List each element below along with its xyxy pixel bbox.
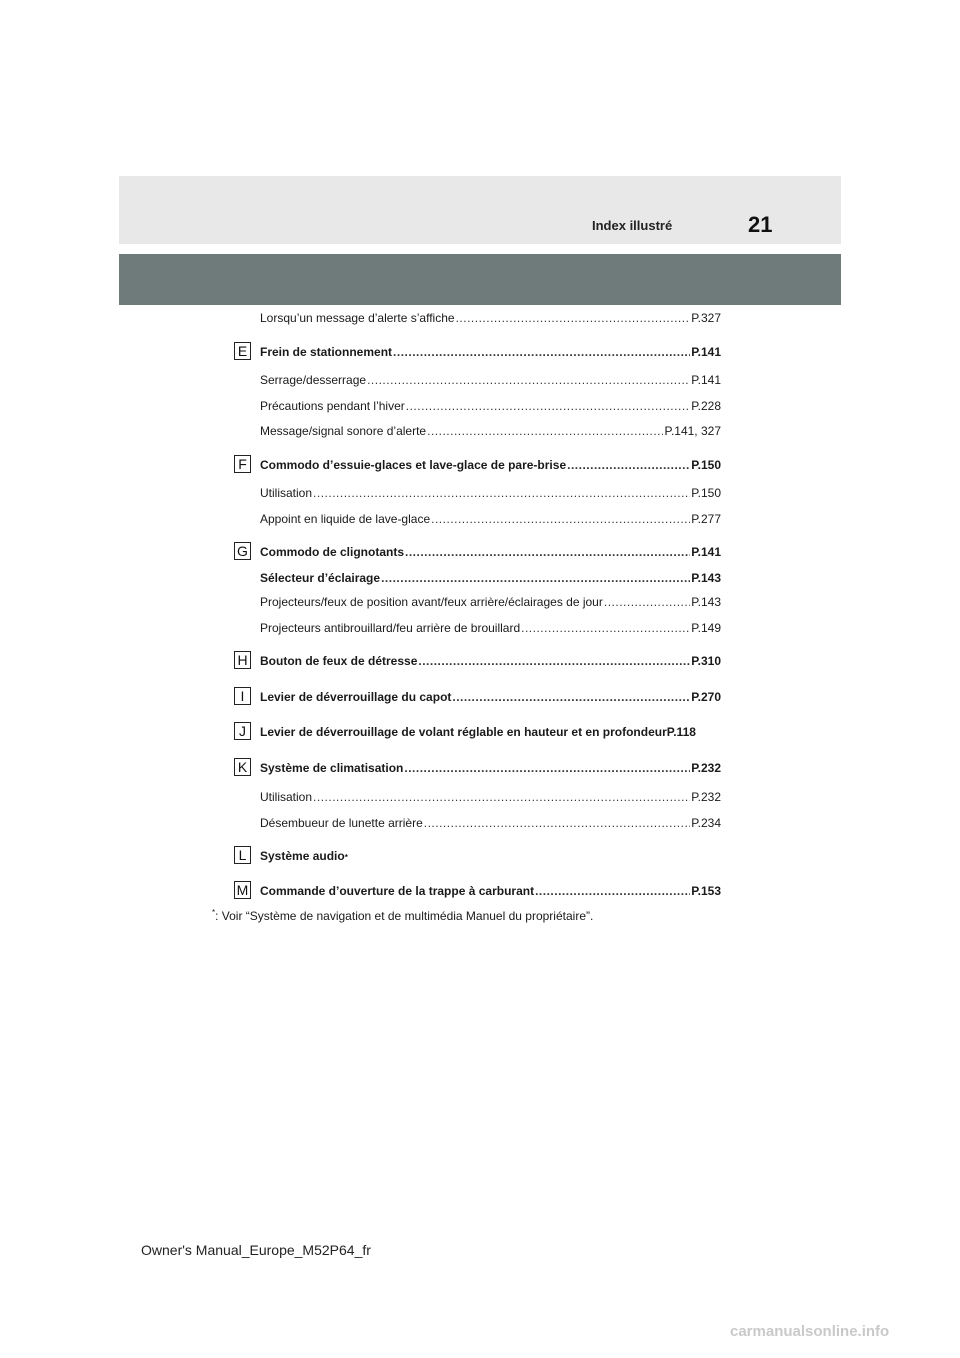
entry-label: Projecteurs antibrouillard/feu arrière de brouillard: [260, 621, 521, 635]
leader-dots: [535, 883, 690, 899]
leader-dots: [367, 372, 690, 388]
entry-page-ref[interactable]: P.118: [666, 725, 696, 739]
entry-label: Message/signal sonore d’alerte: [260, 424, 427, 438]
index-entry: [260, 423, 721, 439]
watermark: carmanualsonline.info: [730, 1323, 890, 1340]
leader-dots: [418, 653, 690, 669]
entry-label: Utilisation: [260, 790, 313, 804]
entry-label: Système audio: [260, 849, 345, 863]
index-entry: [260, 594, 721, 610]
section-letter-f: F: [234, 455, 251, 473]
entry-page-ref[interactable]: P.141: [691, 545, 721, 559]
entry-page-ref[interactable]: P.327: [691, 311, 721, 325]
index-entry: [260, 511, 721, 527]
entry-label: Commodo de clignotants: [260, 545, 404, 559]
index-entry: [260, 398, 721, 414]
entry-page-ref[interactable]: P.141, 327: [664, 424, 721, 438]
index-entry: [260, 789, 721, 805]
leader-dots: [567, 457, 690, 473]
index-entry: [260, 760, 721, 776]
footer-label: Owner's Manual_Europe_M52P64_fr: [141, 1242, 371, 1258]
leader-dots: [393, 344, 690, 360]
index-entry: [260, 485, 721, 501]
leader-dots: [404, 760, 690, 776]
index-entry: [260, 457, 721, 473]
entry-page-ref[interactable]: P.232: [691, 790, 721, 804]
page-number: 21: [748, 212, 773, 237]
index-entry: Système audio *: [260, 849, 348, 863]
index-entry: [260, 544, 721, 560]
entry-label: Utilisation: [260, 486, 313, 500]
entry-page-ref[interactable]: P.310: [691, 654, 721, 668]
leader-dots: [381, 570, 690, 586]
leader-dots: [456, 310, 691, 326]
section-letter-g: G: [234, 542, 251, 560]
index-entry: [260, 815, 721, 831]
section-letter-k: K: [234, 758, 251, 776]
entry-label: Désembueur de lunette arrière: [260, 816, 423, 830]
footnote: [212, 908, 593, 923]
entry-label: Précautions pendant l’hiver: [260, 399, 405, 413]
index-entry: [260, 620, 721, 636]
leader-dots: [604, 594, 690, 610]
entry-page-ref[interactable]: P.234: [691, 816, 721, 830]
index-entry: [260, 883, 721, 899]
section-title: Index illustré: [592, 218, 673, 233]
entry-page-ref[interactable]: P.153: [691, 884, 721, 898]
entry-label: Levier de déverrouillage du capot: [260, 690, 452, 704]
entry-label: Levier de déverrouillage de volant réglable en hauteur et en profondeur: [260, 725, 667, 739]
entry-page-ref[interactable]: P.143: [691, 571, 721, 585]
footnote-text: : Voir “Système de navigation et de multimédia Manuel du propriétaire”.: [215, 909, 594, 923]
entry-page-ref[interactable]: P.143: [691, 595, 721, 609]
section-letter-j: J: [234, 722, 251, 740]
leader-dots: [452, 689, 690, 705]
index-entry: [260, 570, 721, 586]
leader-dots: [313, 789, 690, 805]
leader-dots: [521, 620, 690, 636]
index-entry: [260, 689, 721, 705]
entry-label: Frein de stationnement: [260, 345, 393, 359]
entry-page-ref[interactable]: P.277: [691, 512, 721, 526]
section-letter-i: I: [234, 687, 251, 705]
index-entry: [260, 310, 721, 326]
entry-label: Appoint en liquide de lave-glace: [260, 512, 431, 526]
leader-dots: [406, 398, 690, 414]
leader-dots: [424, 815, 690, 831]
leader-dots: [427, 423, 663, 439]
leader-dots: [431, 511, 690, 527]
entry-label: Commande d’ouverture de la trappe à carburant: [260, 884, 535, 898]
entry-page-ref[interactable]: P.150: [691, 486, 721, 500]
entry-page-ref[interactable]: P.141: [691, 373, 721, 387]
entry-label: Lorsqu’un message d’alerte s’affiche: [260, 311, 455, 325]
entry-page-ref[interactable]: P.270: [691, 690, 721, 704]
entry-page-ref[interactable]: P.149: [691, 621, 721, 635]
leader-dots: [313, 485, 690, 501]
index-entry: [260, 372, 721, 388]
section-letter-h: H: [234, 651, 251, 669]
entry-label: Sélecteur d’éclairage: [260, 571, 381, 585]
entry-label: Bouton de feux de détresse: [260, 654, 418, 668]
index-entry: [260, 653, 721, 669]
entry-label: Commodo d’essuie-glaces et lave-glace de pare-brise: [260, 458, 567, 472]
section-letter-l: L: [234, 846, 251, 864]
index-entry: [260, 724, 721, 740]
index-entry: [260, 344, 721, 360]
entry-page-ref[interactable]: P.141: [691, 345, 721, 359]
leader-dots: [405, 544, 690, 560]
entry-page-ref[interactable]: P.228: [691, 399, 721, 413]
entry-page-ref[interactable]: P.150: [691, 458, 721, 472]
entry-page-ref[interactable]: P.232: [691, 761, 721, 775]
footnote-mark: *: [212, 908, 216, 917]
entry-label: Système de climatisation: [260, 761, 404, 775]
section-letter-m: M: [234, 881, 251, 899]
section-letter-e: E: [234, 342, 251, 360]
entry-label: Serrage/desserrage: [260, 373, 367, 387]
entry-label: Projecteurs/feux de position avant/feux arrière/éclairages de jour: [260, 595, 603, 609]
